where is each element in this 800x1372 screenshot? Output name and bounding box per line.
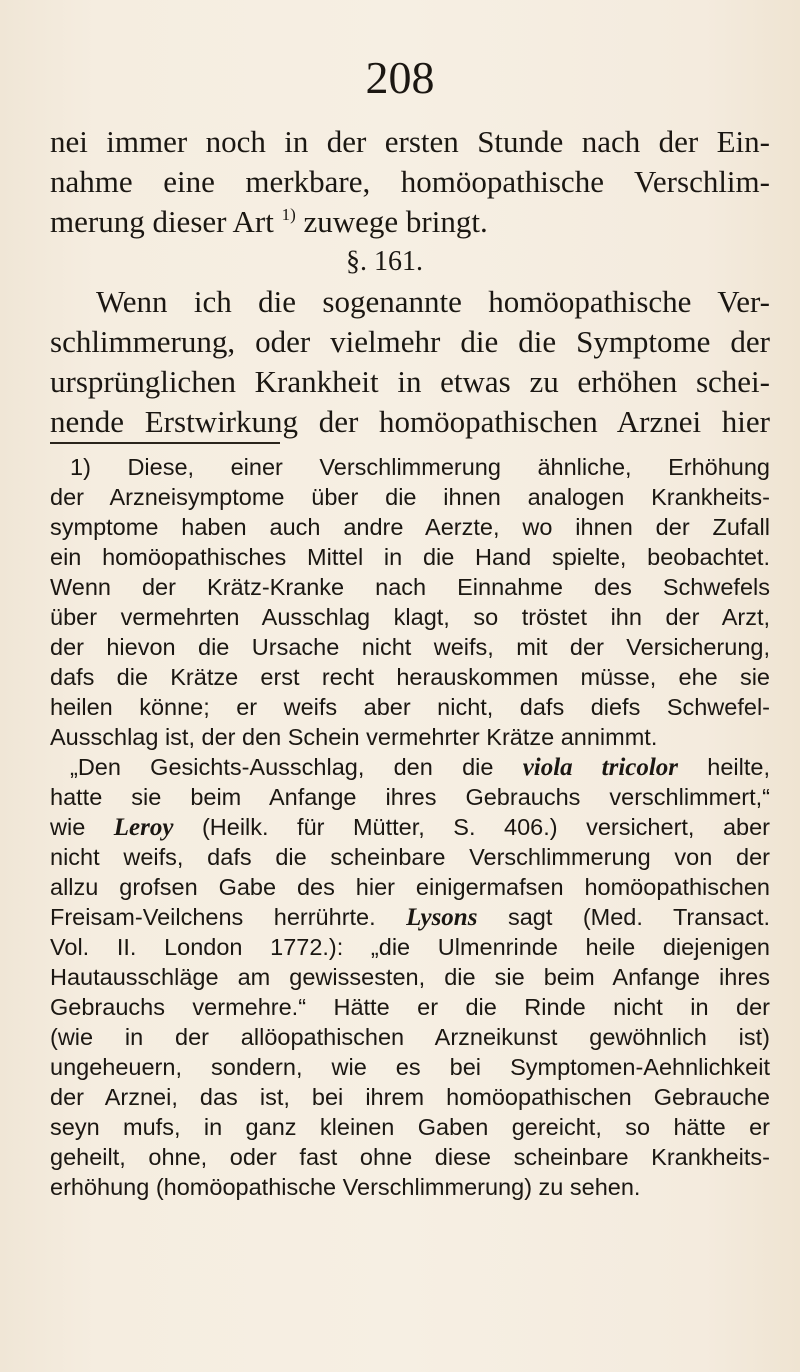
footnote-line: der Arznei, das ist, bei ihrem homöopathischen Gebrauche: [50, 1084, 770, 1110]
footnote-line: nicht weifs, dafs die scheinbare Verschlimmerung von der: [50, 844, 770, 870]
footnote-line: seyn mufs, in ganz kleinen Gaben gereicht, so hätte er: [50, 1114, 770, 1140]
text-line: ursprünglichen Krankheit in etwas zu erhöhen schei-: [50, 364, 770, 399]
footnote-line: erhöhung (homöopathische Verschlimmerung) zu sehen.: [50, 1174, 641, 1200]
footnote-line: Vol. II. London 1772.): „die Ulmenrinde heile diejenigen: [50, 934, 770, 960]
text-line: [50, 202, 770, 242]
footnote-line: geheilt, ohne, oder fast ohne diese scheinbare Krankheits-: [50, 1144, 770, 1170]
footnote-line: über vermehrten Ausschlag klagt, so tröstet ihn der Arzt,: [50, 604, 770, 630]
main-text: [50, 122, 770, 442]
footnote-line: [50, 452, 770, 482]
text-fragment: heilte,: [707, 754, 770, 780]
footnote-line: Gebrauchs vermehre.“ Hätte er die Rinde nicht in der: [50, 994, 770, 1020]
page-number: 208: [365, 52, 435, 103]
italic-term: viola tricolor: [522, 754, 679, 781]
text-line: Wenn ich die sogenannte homöopathische Ver-: [96, 284, 770, 319]
text-fragment: „Den Gesichts-Ausschlag, den die: [70, 754, 494, 780]
footnote-line: allzu grofsen Gabe des hier einigermafsen homöopathischen: [50, 874, 770, 900]
section-heading: §. 161.: [346, 246, 423, 277]
footnote-line: symptome haben auch andre Aerzte, wo ihnen der Zufall: [50, 514, 770, 540]
footnote-line: der Arzneisymptome über die ihnen analogen Krankheits-: [50, 484, 770, 510]
text-fragment: merung dieser Art: [50, 204, 274, 239]
text-fragment: Diese, einer Verschlimmerung ähnliche, Erhöhung: [127, 454, 770, 480]
footnote-line: heilen könne; er weifs aber nicht, dafs diefs Schwefel-: [50, 694, 770, 720]
italic-author: Lysons: [406, 904, 478, 931]
text-fragment: zuwege bringt.: [303, 204, 488, 239]
footnote: [50, 452, 770, 1202]
footnote-line: hatte sie beim Anfange ihres Gebrauchs verschlimmert,“: [50, 784, 770, 810]
footnote-line: Hautausschläge am gewissesten, die sie beim Anfange ihres: [50, 964, 770, 990]
text-fragment: Freisam-Veilchens herrührte.: [50, 904, 376, 930]
text-fragment: sagt (Med. Transact.: [507, 904, 771, 930]
text-line: nahme eine merkbare, homöopathische Verschlim-: [50, 164, 770, 199]
text-fragment: wie: [50, 814, 86, 840]
footnote-divider: [50, 442, 280, 444]
footnote-reference[interactable]: 1): [281, 205, 296, 224]
text-line: schlimmerung, oder vielmehr die die Symptome der: [50, 324, 770, 359]
text-line: nei immer noch in der ersten Stunde nach der Ein-: [50, 124, 770, 159]
footnote-line: [50, 902, 770, 932]
footnote-line: (wie in der allöopathischen Arzneikunst gewöhnlich ist): [50, 1024, 770, 1050]
text-fragment: (Heilk. für Mütter, S. 406.) versichert, aber: [201, 814, 770, 840]
footnote-line: ein homöopathisches Mittel in die Hand spielte, beobachtet.: [50, 544, 770, 570]
footnote-line: ungeheuern, sondern, wie es bei Symptomen-Aehnlichkeit: [50, 1054, 770, 1080]
footnote-line: der hievon die Ursache nicht weifs, mit der Versicherung,: [50, 634, 770, 660]
footnote-line: [50, 752, 770, 782]
italic-author: Leroy: [113, 814, 174, 841]
footnote-line: Wenn der Krätz-Kranke nach Einnahme des Schwefels: [50, 574, 770, 600]
footnote-marker: 1): [70, 454, 91, 480]
text-line: nende Erstwirkung der homöopathischen Arznei hier: [50, 404, 770, 439]
footnote-line: [50, 812, 770, 842]
footnote-line: dafs die Krätze erst recht herauskommen müsse, ehe sie: [50, 664, 770, 690]
footnote-line: Ausschlag ist, der den Schein vermehrter Krätze annimmt.: [50, 724, 658, 750]
